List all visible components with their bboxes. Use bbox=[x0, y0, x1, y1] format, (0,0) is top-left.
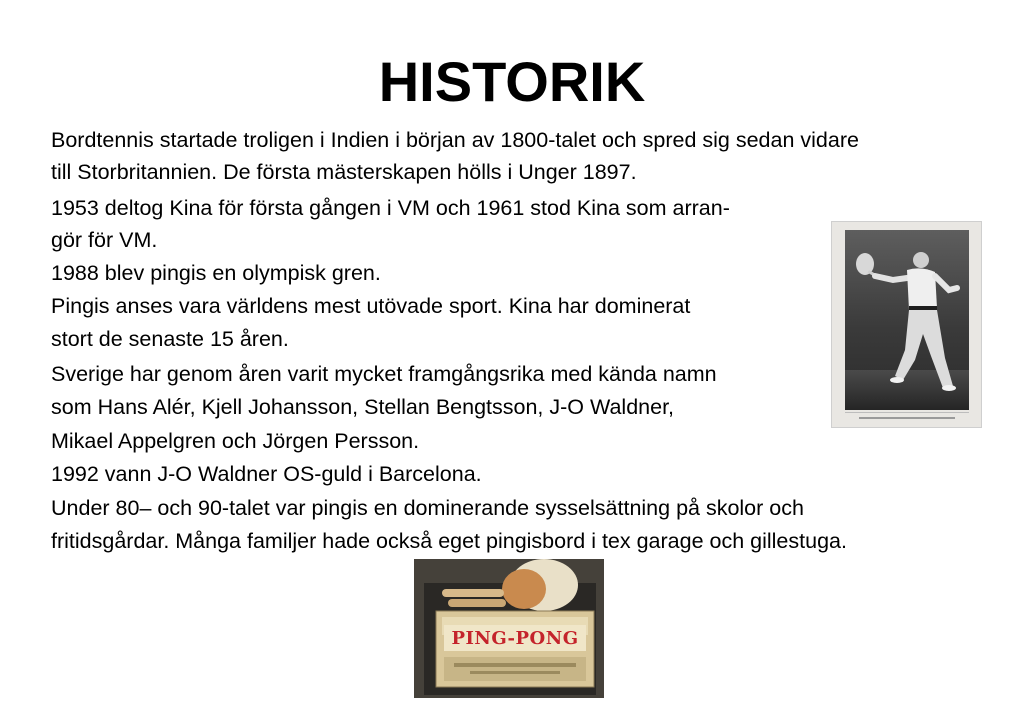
body-text-line: Mikael Appelgren och Jörgen Persson. bbox=[51, 429, 420, 453]
player-photo bbox=[831, 221, 982, 428]
body-text-line: till Storbritannien. De första mästerskapen hölls i Unger 1897. bbox=[51, 160, 637, 184]
body-text-line: stort de senaste 15 åren. bbox=[51, 327, 289, 351]
ping-pong-box-photo bbox=[414, 559, 604, 698]
body-text-line: Under 80– och 90-talet var pingis en dominerande sysselsättning på skolor och bbox=[51, 496, 804, 520]
player-figure bbox=[845, 230, 969, 410]
body-text-line: Bordtennis startade troligen i Indien i början av 1800-talet och spred sig sedan vidare bbox=[51, 128, 859, 152]
page-title: HISTORIK bbox=[378, 50, 646, 113]
body-text-line: 1953 deltog Kina för första gången i VM och 1961 stod Kina som arran- bbox=[51, 196, 730, 220]
body-text-line: Pingis anses vara världens mest utövade sport. Kina har dominerat bbox=[51, 294, 691, 318]
body-text-line: fritidsgårdar. Många familjer hade också eget pingisbord i tex garage och gillestuga. bbox=[51, 529, 847, 553]
player-photo-caption bbox=[845, 412, 969, 423]
body-text-line: 1992 vann J-O Waldner OS-guld i Barcelona. bbox=[51, 462, 482, 486]
body-text-line: gör för VM. bbox=[51, 228, 158, 252]
body-text-line: 1988 blev pingis en olympisk gren. bbox=[51, 261, 381, 285]
body-text-line: som Hans Alér, Kjell Johansson, Stellan Bengtsson, J-O Waldner, bbox=[51, 395, 675, 419]
body-text-line: Sverige har genom åren varit mycket framgångsrika med kända namn bbox=[51, 362, 717, 386]
player-photo-print bbox=[845, 230, 969, 410]
box-label: PING-PONG bbox=[451, 628, 579, 649]
